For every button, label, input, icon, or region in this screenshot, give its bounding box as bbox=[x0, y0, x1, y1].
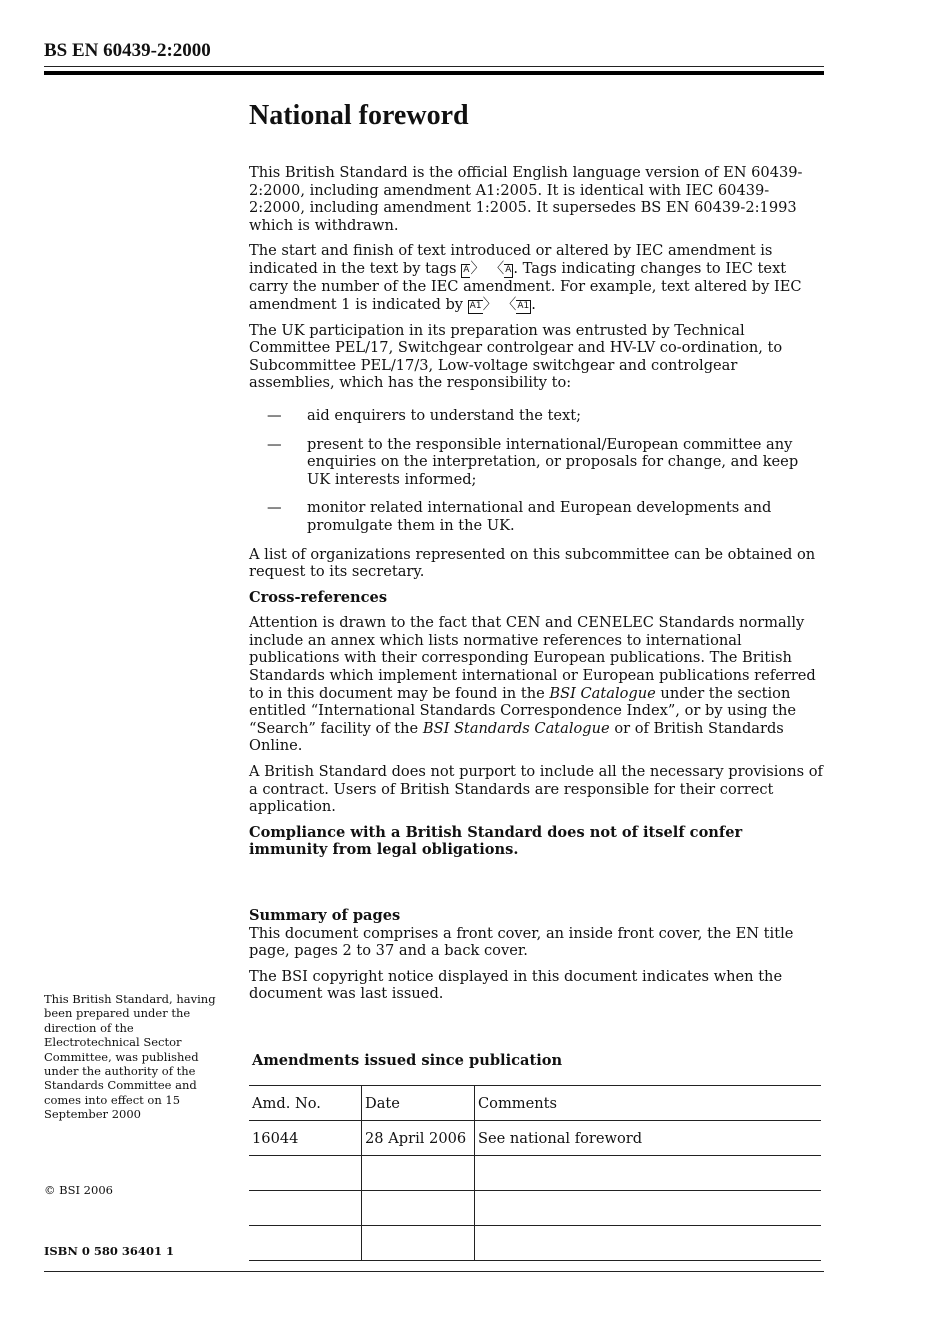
table-cell bbox=[475, 1191, 822, 1226]
table-cell bbox=[362, 1191, 475, 1226]
table-header-row bbox=[249, 1086, 821, 1121]
tag-close-icon: A bbox=[504, 264, 513, 278]
table-cell: 28 April 2006 bbox=[362, 1121, 475, 1156]
summary-section bbox=[249, 907, 825, 1003]
tag-a1-open-icon: A1 bbox=[468, 300, 483, 314]
header-rule-thin bbox=[44, 66, 824, 67]
tags-paragraph: The start and finish of text introduced or altered by IEC amendment is indicated in the text by tags A〉 〈A . Tags indicating changes to IEC text carry the number of the IEC amendment. For example, text altered by IEC amendment 1 is indicated by A1〉 〈A1 . bbox=[249, 242, 802, 313]
table-cell bbox=[249, 1156, 362, 1191]
list-item: — aid enquirers to understand the text; bbox=[267, 406, 582, 424]
cross-references-paragraph: Attention is drawn to the fact that CEN and CENELEC Standards normally include an annex which lists normative references to international publications with their corresponding European publications. The British Standards which implement international or European publications referred to in this document may be found in the BSI Catalogue under the section entitled “International Standards Correspondence Index”, or by using the “Search” facility of the BSI Standards Catalogue or of British Standards Online. bbox=[249, 614, 816, 755]
column-header: Comments bbox=[475, 1086, 822, 1121]
summary-paragraph: This document comprises a front cover, an inside front cover, the EN title page, pages 2 to 37 and a back cover. bbox=[249, 924, 794, 960]
copyright-text: © BSI 2006 bbox=[44, 1183, 113, 1197]
participation-paragraph: The UK participation in its preparation was entrusted by Technical Committee PEL/17, Switchgear controlgear and HV-LV co-ordination, to Subcommittee PEL/17/3, Low-voltage switchgear and controlgear assemblies, which has the responsibility to: bbox=[249, 321, 783, 392]
tag-open-icon: A bbox=[461, 264, 470, 278]
table-row bbox=[249, 1191, 821, 1226]
intro-paragraph: This British Standard is the official English language version of EN 60439-2:2000, including amendment A1:2005. It is identical with IEC 60439-2:2000, including amendment 1:2005. It supersedes BS EN 60439-2:1993 which is withdrawn. bbox=[249, 164, 803, 234]
foreword-body bbox=[249, 164, 825, 1011]
table-cell: 16044 bbox=[249, 1121, 362, 1156]
provisions-paragraph: A British Standard does not purport to include all the necessary provisions of a contract. Users of British Standards are responsible for their correct application. bbox=[249, 763, 823, 816]
amendments-heading: Amendments issued since publication bbox=[252, 1052, 563, 1069]
header-rule-thick bbox=[44, 71, 824, 75]
table-cell bbox=[362, 1156, 475, 1191]
list-item: — monitor related international and European developments and promulgate them in the UK. bbox=[267, 499, 772, 534]
responsibility-list bbox=[249, 407, 825, 535]
page-title: National foreword bbox=[249, 100, 469, 131]
column-header: Amd. No. bbox=[249, 1086, 362, 1121]
table-cell bbox=[249, 1226, 362, 1261]
footer-rule bbox=[44, 1271, 824, 1272]
table-row bbox=[249, 1156, 821, 1191]
table-cell bbox=[475, 1156, 822, 1191]
table-cell: See national foreword bbox=[475, 1121, 822, 1156]
organizations-paragraph: A list of organizations represented on this subcommittee can be obtained on request to its secretary. bbox=[249, 545, 816, 581]
table-row bbox=[249, 1121, 821, 1156]
summary-heading: Summary of pages bbox=[249, 907, 401, 924]
cross-references-heading: Cross-references bbox=[249, 588, 388, 606]
isbn-text: ISBN 0 580 36401 1 bbox=[44, 1244, 174, 1258]
tag-a1-close-icon: A1 bbox=[516, 300, 531, 314]
table-row bbox=[249, 1226, 821, 1261]
document-id-header: BS EN 60439-2:2000 bbox=[44, 40, 211, 61]
column-header: Date bbox=[362, 1086, 475, 1121]
table-cell bbox=[362, 1226, 475, 1261]
copyright-notice-paragraph: The BSI copyright notice displayed in this document indicates when the document was last issued. bbox=[249, 967, 783, 1003]
table-cell bbox=[475, 1226, 822, 1261]
amendments-table bbox=[249, 1085, 821, 1261]
table-cell bbox=[249, 1191, 362, 1226]
compliance-statement: Compliance with a British Standard does not of itself confer immunity from legal obligations. bbox=[249, 823, 743, 859]
list-item: — present to the responsible international/European committee any enquiries on the interpretation, or proposals for change, and keep UK interests informed; bbox=[267, 435, 799, 488]
publication-note: This British Standard, having been prepared under the direction of the Electrotechnical Sector Committee, was published under the authority of the Standards Committee and comes into effect on 15 September 2000 bbox=[44, 992, 216, 1122]
